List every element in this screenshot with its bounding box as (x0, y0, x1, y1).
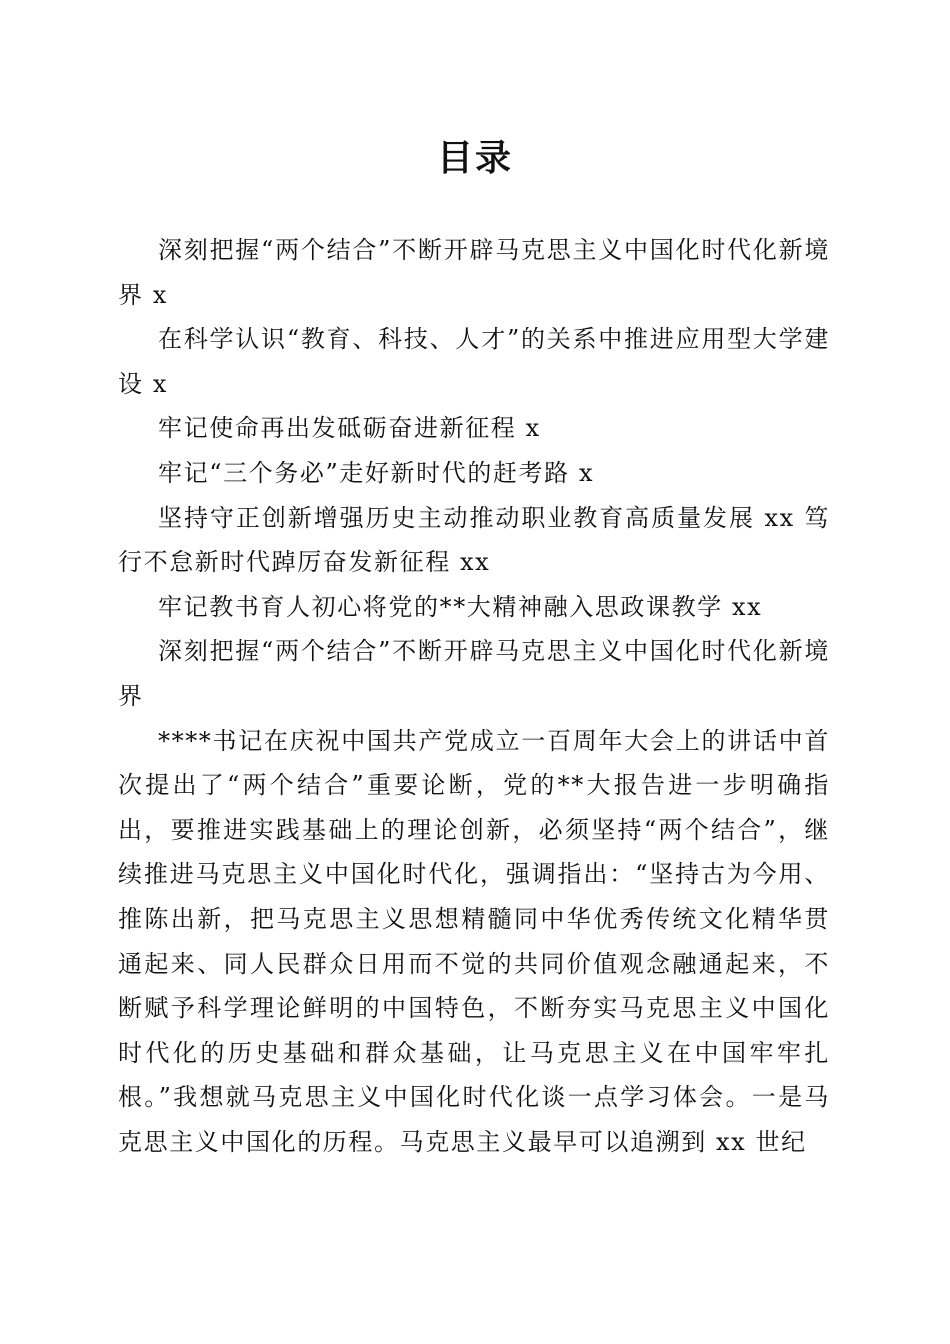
page-title: 目录 (436, 137, 513, 179)
document-body (118, 228, 830, 1164)
toc-entry: 牢记使命再出发砥砺奋进新征程 x (158, 414, 541, 443)
body-paragraph: ****书记在庆祝中国共产党成立一百周年大会上的讲话中首次提出了“两个结合”重要论断，党的**大报告进一步明确指出，要推进实践基础上的理论创新，必须坚持“两个结合”，继续推进马克思主义中国化时代化，强调指出：“坚持古为今用、推陈出新，把马克思主义思想精髓同中华优秀传统文化精华贯通起来、同人民群众日用而不觉的共同价值观念融通起来，不断赋予科学理论鲜明的中国特色，不断夯实马克思主义中国化时代化的历史基础和群众基础，让马克思主义在中国牢牢扎根。”我想就马克思主义中国化时代化谈一点学习体会。一是马克思主义中国化的历程。马克思主义最早可以追溯到 xx 世纪 (118, 726, 830, 1156)
toc-entry: 在科学认识“教育、科技、人才”的关系中推进应用型大学建设 x (118, 325, 830, 398)
toc-entry: 坚持守正创新增强历史主动推动职业教育高质量发展 xx 笃行不怠新时代踔厉奋发新征程 xx (118, 503, 830, 577)
section-heading: 深刻把握“两个结合”不断开辟马克思主义中国化时代化新境界 (118, 637, 830, 710)
toc-entry: 牢记“三个务必”走好新时代的赶考路 x (158, 458, 595, 487)
toc-entry: 深刻把握“两个结合”不断开辟马克思主义中国化时代化新境界 x (118, 236, 830, 309)
toc-entry: 牢记教书育人初心将党的**大精神融入思政课教学 xx (158, 592, 763, 621)
